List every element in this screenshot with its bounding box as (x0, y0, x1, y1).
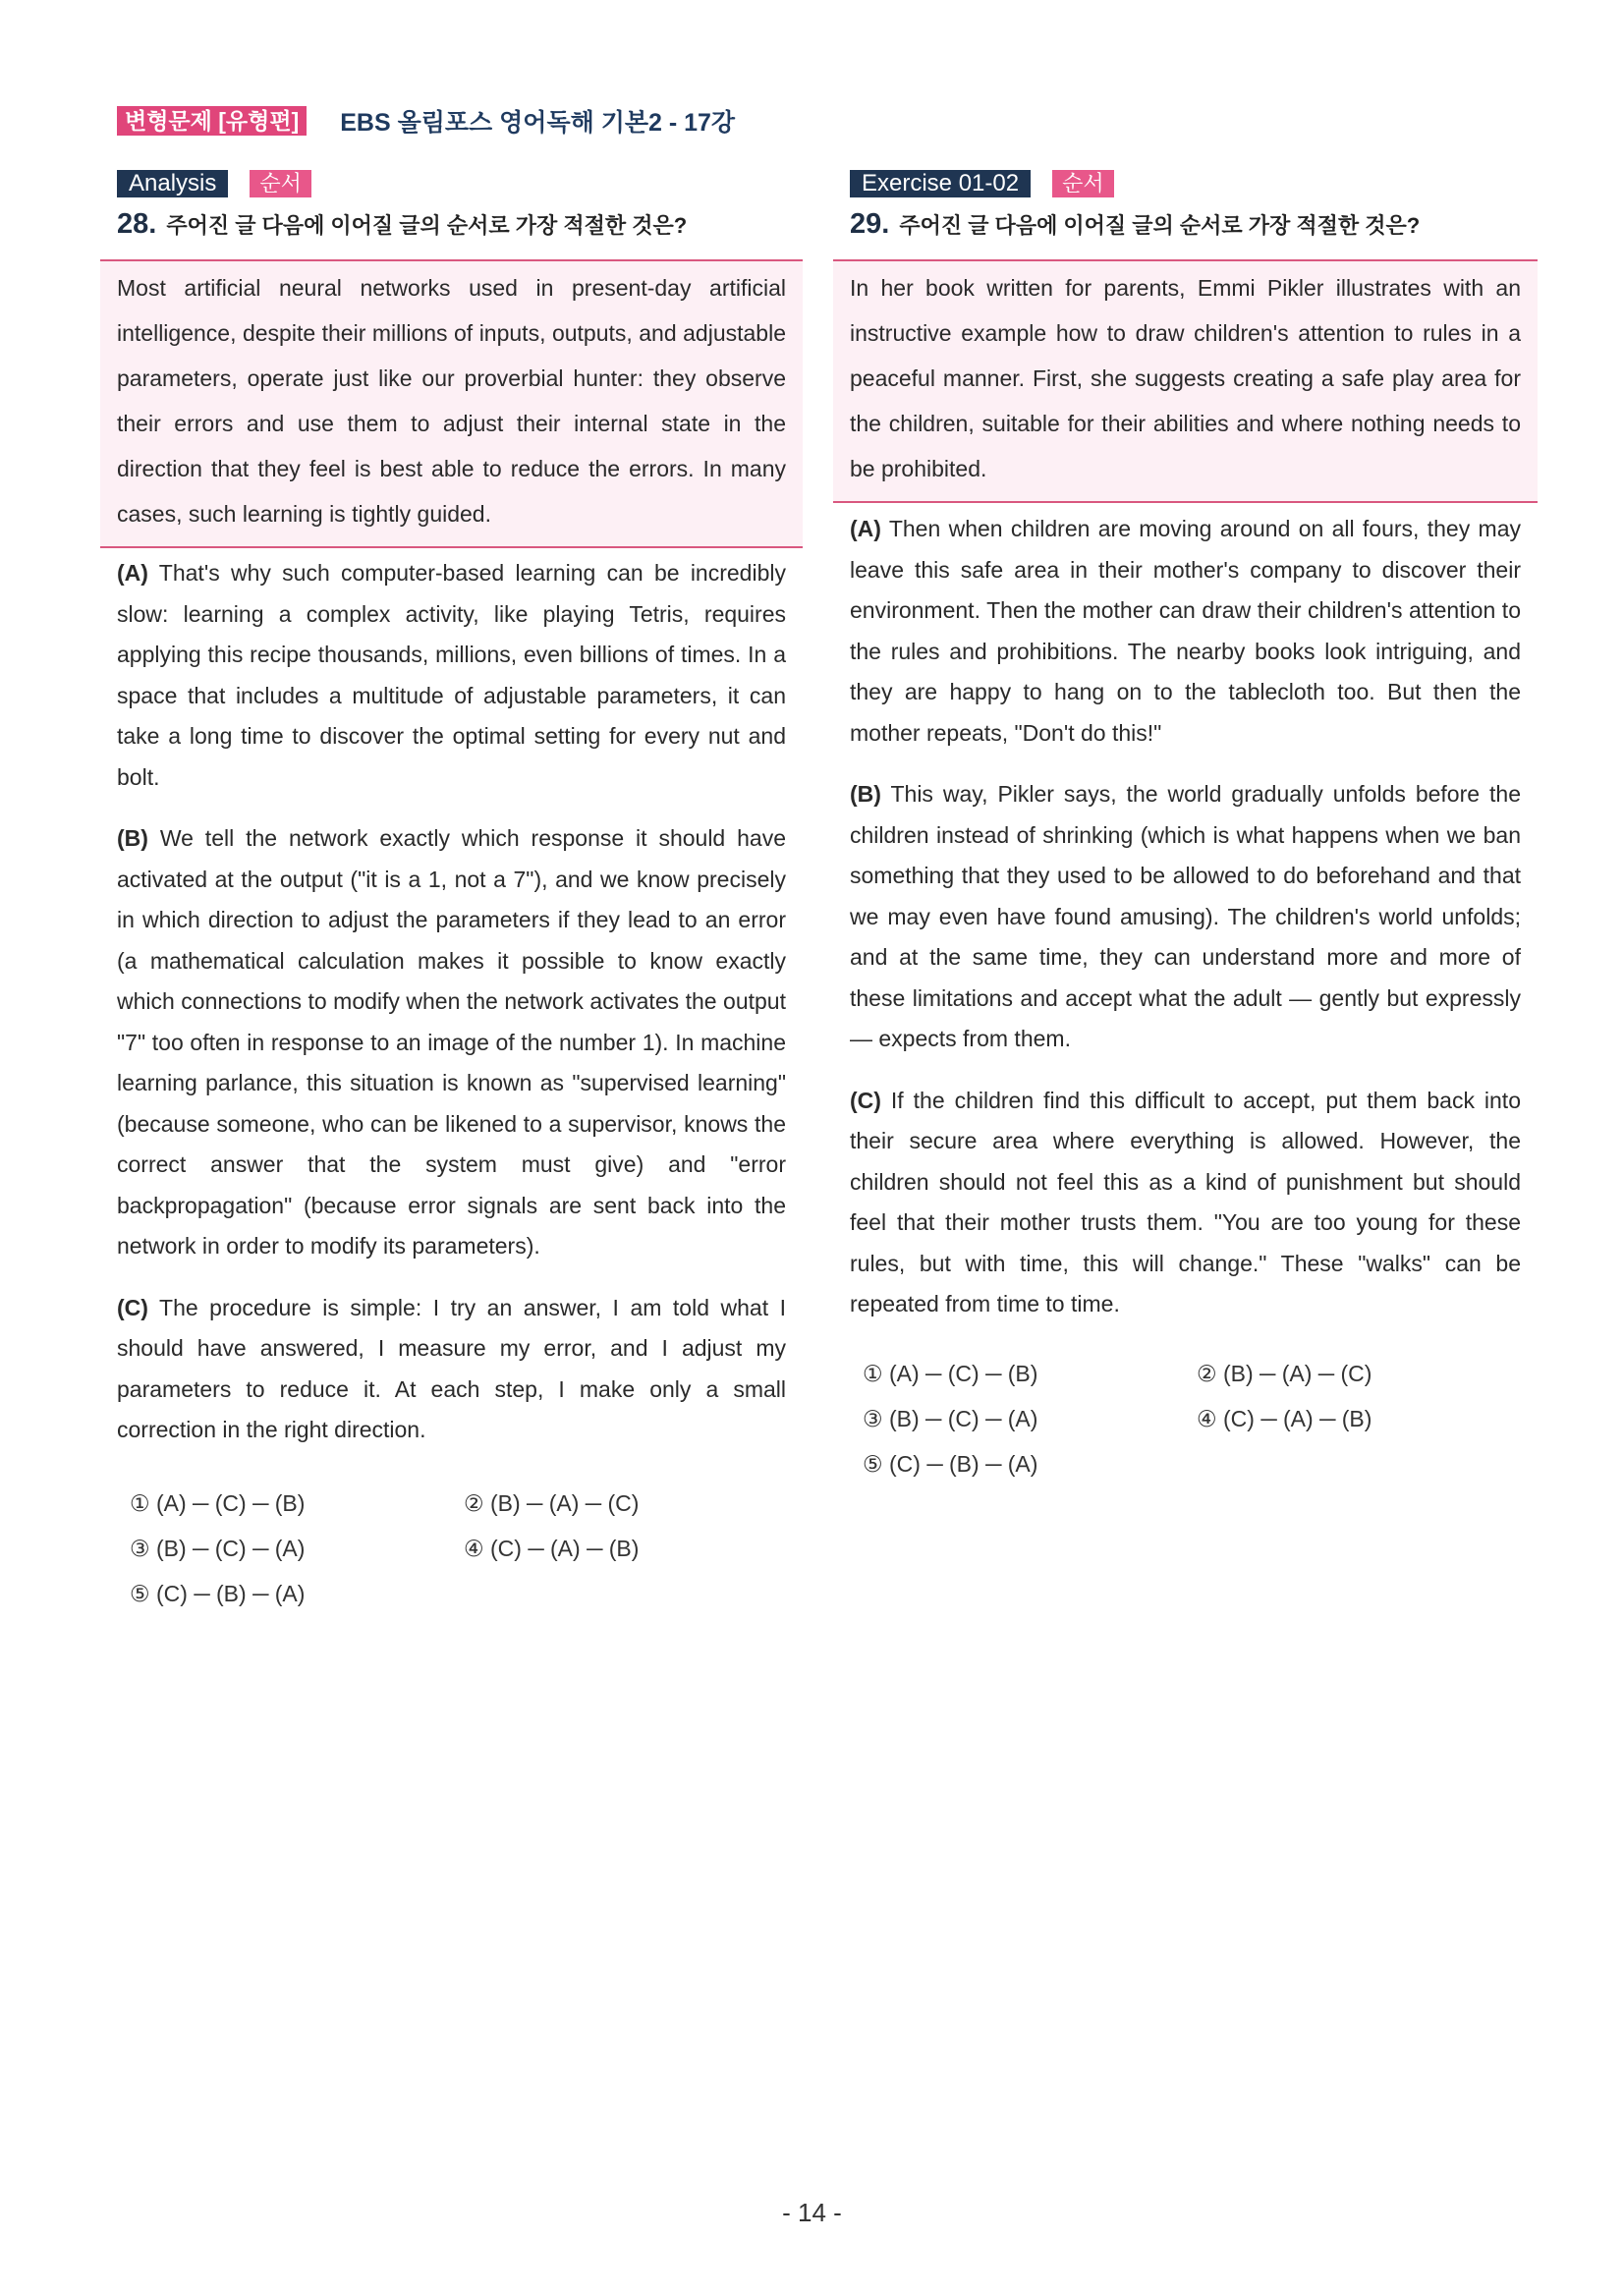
paragraph-label: (B) (117, 825, 148, 851)
question-stem (850, 208, 1538, 244)
type-tag: 순서 (250, 170, 311, 197)
paragraph-text: Then when children are moving around on all fours, they may leave this safe area in their mother's company to discover their environment. Then the mother can draw their children's attention to the rules and prohibitions. The nearby books look intriguing, and they are happy to hang on to the tablecloth too. But then the mother repeats, "Don't do this!" (850, 516, 1521, 746)
paragraph-label: (C) (850, 1087, 881, 1113)
page-header (117, 104, 735, 138)
paragraph-label: (C) (117, 1294, 148, 1320)
question-text: 주어진 글 다음에 이어질 글의 순서로 가장 적절한 것은? (899, 213, 1421, 238)
paragraph-c (117, 1288, 786, 1451)
question-28 (100, 169, 803, 1616)
question-tags (117, 169, 803, 198)
paragraph-b (850, 774, 1521, 1060)
given-passage: Most artificial neural networks used in present-day artificial intelligence, despite their millions of inputs, outputs, and adjustable parameters, operate just like our proverbial hunter: they observe their errors and use them to adjust their internal state in the direction that they feel is best able to reduce the errors. In many cases, such learning is tightly guided. (100, 259, 803, 548)
choice-3[interactable]: ③ (B) ─ (C) ─ (A) (130, 1535, 306, 1561)
paragraph-text: If the children find this difficult to accept, put them back into their secure area where everything is allowed. However, the children should not feel this as a kind of punishment but should feel that their mother trusts them. "You are too young for these rules, but with time, this will change." These "walks" can be repeated from time to time. (850, 1087, 1521, 1316)
choice-1[interactable]: ① (A) ─ (C) ─ (B) (863, 1360, 1038, 1386)
paragraph-label: (B) (850, 781, 881, 807)
choice-5[interactable]: ⑤ (C) ─ (B) ─ (A) (130, 1580, 306, 1606)
paragraph-label: (A) (117, 560, 148, 586)
analysis-tag: Analysis (117, 170, 228, 197)
paragraph-c (850, 1081, 1521, 1325)
paragraph-text: That's why such computer-based learning can be incredibly slow: learning a complex activity, like playing Tetris, requires applying this recipe thousands, millions, even billions of times. In a space that includes a multitude of adjustable parameters, it can take a long time to discover the optimal setting for every nut and bolt. (117, 560, 786, 790)
question-number: 28. (117, 208, 157, 240)
question-text: 주어진 글 다음에 이어질 글의 순서로 가장 적절한 것은? (166, 213, 688, 238)
question-tags (850, 169, 1538, 198)
category-tag: 변형문제 [유형편] (117, 106, 307, 136)
choice-2[interactable]: ② (B) ─ (A) ─ (C) (1197, 1360, 1372, 1386)
choice-5[interactable]: ⑤ (C) ─ (B) ─ (A) (863, 1450, 1038, 1477)
choice-3[interactable]: ③ (B) ─ (C) ─ (A) (863, 1405, 1038, 1431)
given-passage: In her book written for parents, Emmi Pikler illustrates with an instructive example how to draw children's attention to rules in a peaceful manner. First, she suggests creating a safe play area for the children, suitable for their abilities and where nothing needs to be prohibited. (833, 259, 1538, 503)
answer-choices (863, 1351, 1538, 1486)
paragraph-b (117, 818, 786, 1267)
choice-4[interactable]: ④ (C) ─ (A) ─ (B) (464, 1535, 640, 1561)
choice-1[interactable]: ① (A) ─ (C) ─ (B) (130, 1489, 306, 1516)
page-number: - 14 - (782, 2198, 842, 2227)
type-tag: 순서 (1052, 170, 1114, 197)
answer-choices (130, 1481, 803, 1616)
paragraph-text: The procedure is simple: I try an answer, I am told what I should have answered, I measure my error, and I adjust my parameters to reduce it. At each step, I make only a small correction in the right direction. (117, 1294, 786, 1442)
page-title: EBS 올림포스 영어독해 기본2 - 17강 (340, 109, 736, 137)
choice-2[interactable]: ② (B) ─ (A) ─ (C) (464, 1489, 640, 1516)
paragraph-text: We tell the network exactly which response it should have activated at the output ("it is a 1, not a 7"), and we know precisely in which direction to adjust the parameters if they lead to an error (a mathematical calculation makes it possible to know exactly which connections to modify when the network activates the output "7" too often in response to an image of the number 1). In machine learning parlance, this situation is known as "supervised learning" (because someone, who can be likened to a supervisor, knows the correct answer that the system must give) and "error backpropagation" (because error signals are sent back into the network in order to modify its parameters). (117, 825, 786, 1259)
paragraph-text: This way, Pikler says, the world gradually unfolds before the children instead of shrinking (which is what happens when we ban something that they used to be allowed to do beforehand and that we may even have found amusing). The children's world unfolds; and at the same time, they can understand more and more of these limitations and accept what the adult — gently but expressly — expects from them. (850, 781, 1521, 1051)
exercise-tag: Exercise 01-02 (850, 170, 1031, 197)
question-29 (833, 169, 1538, 1486)
choice-4[interactable]: ④ (C) ─ (A) ─ (B) (1197, 1405, 1372, 1431)
paragraph-a (850, 509, 1521, 754)
question-number: 29. (850, 208, 890, 240)
paragraph-a (117, 553, 786, 798)
paragraph-label: (A) (850, 516, 881, 541)
question-stem (117, 208, 803, 244)
